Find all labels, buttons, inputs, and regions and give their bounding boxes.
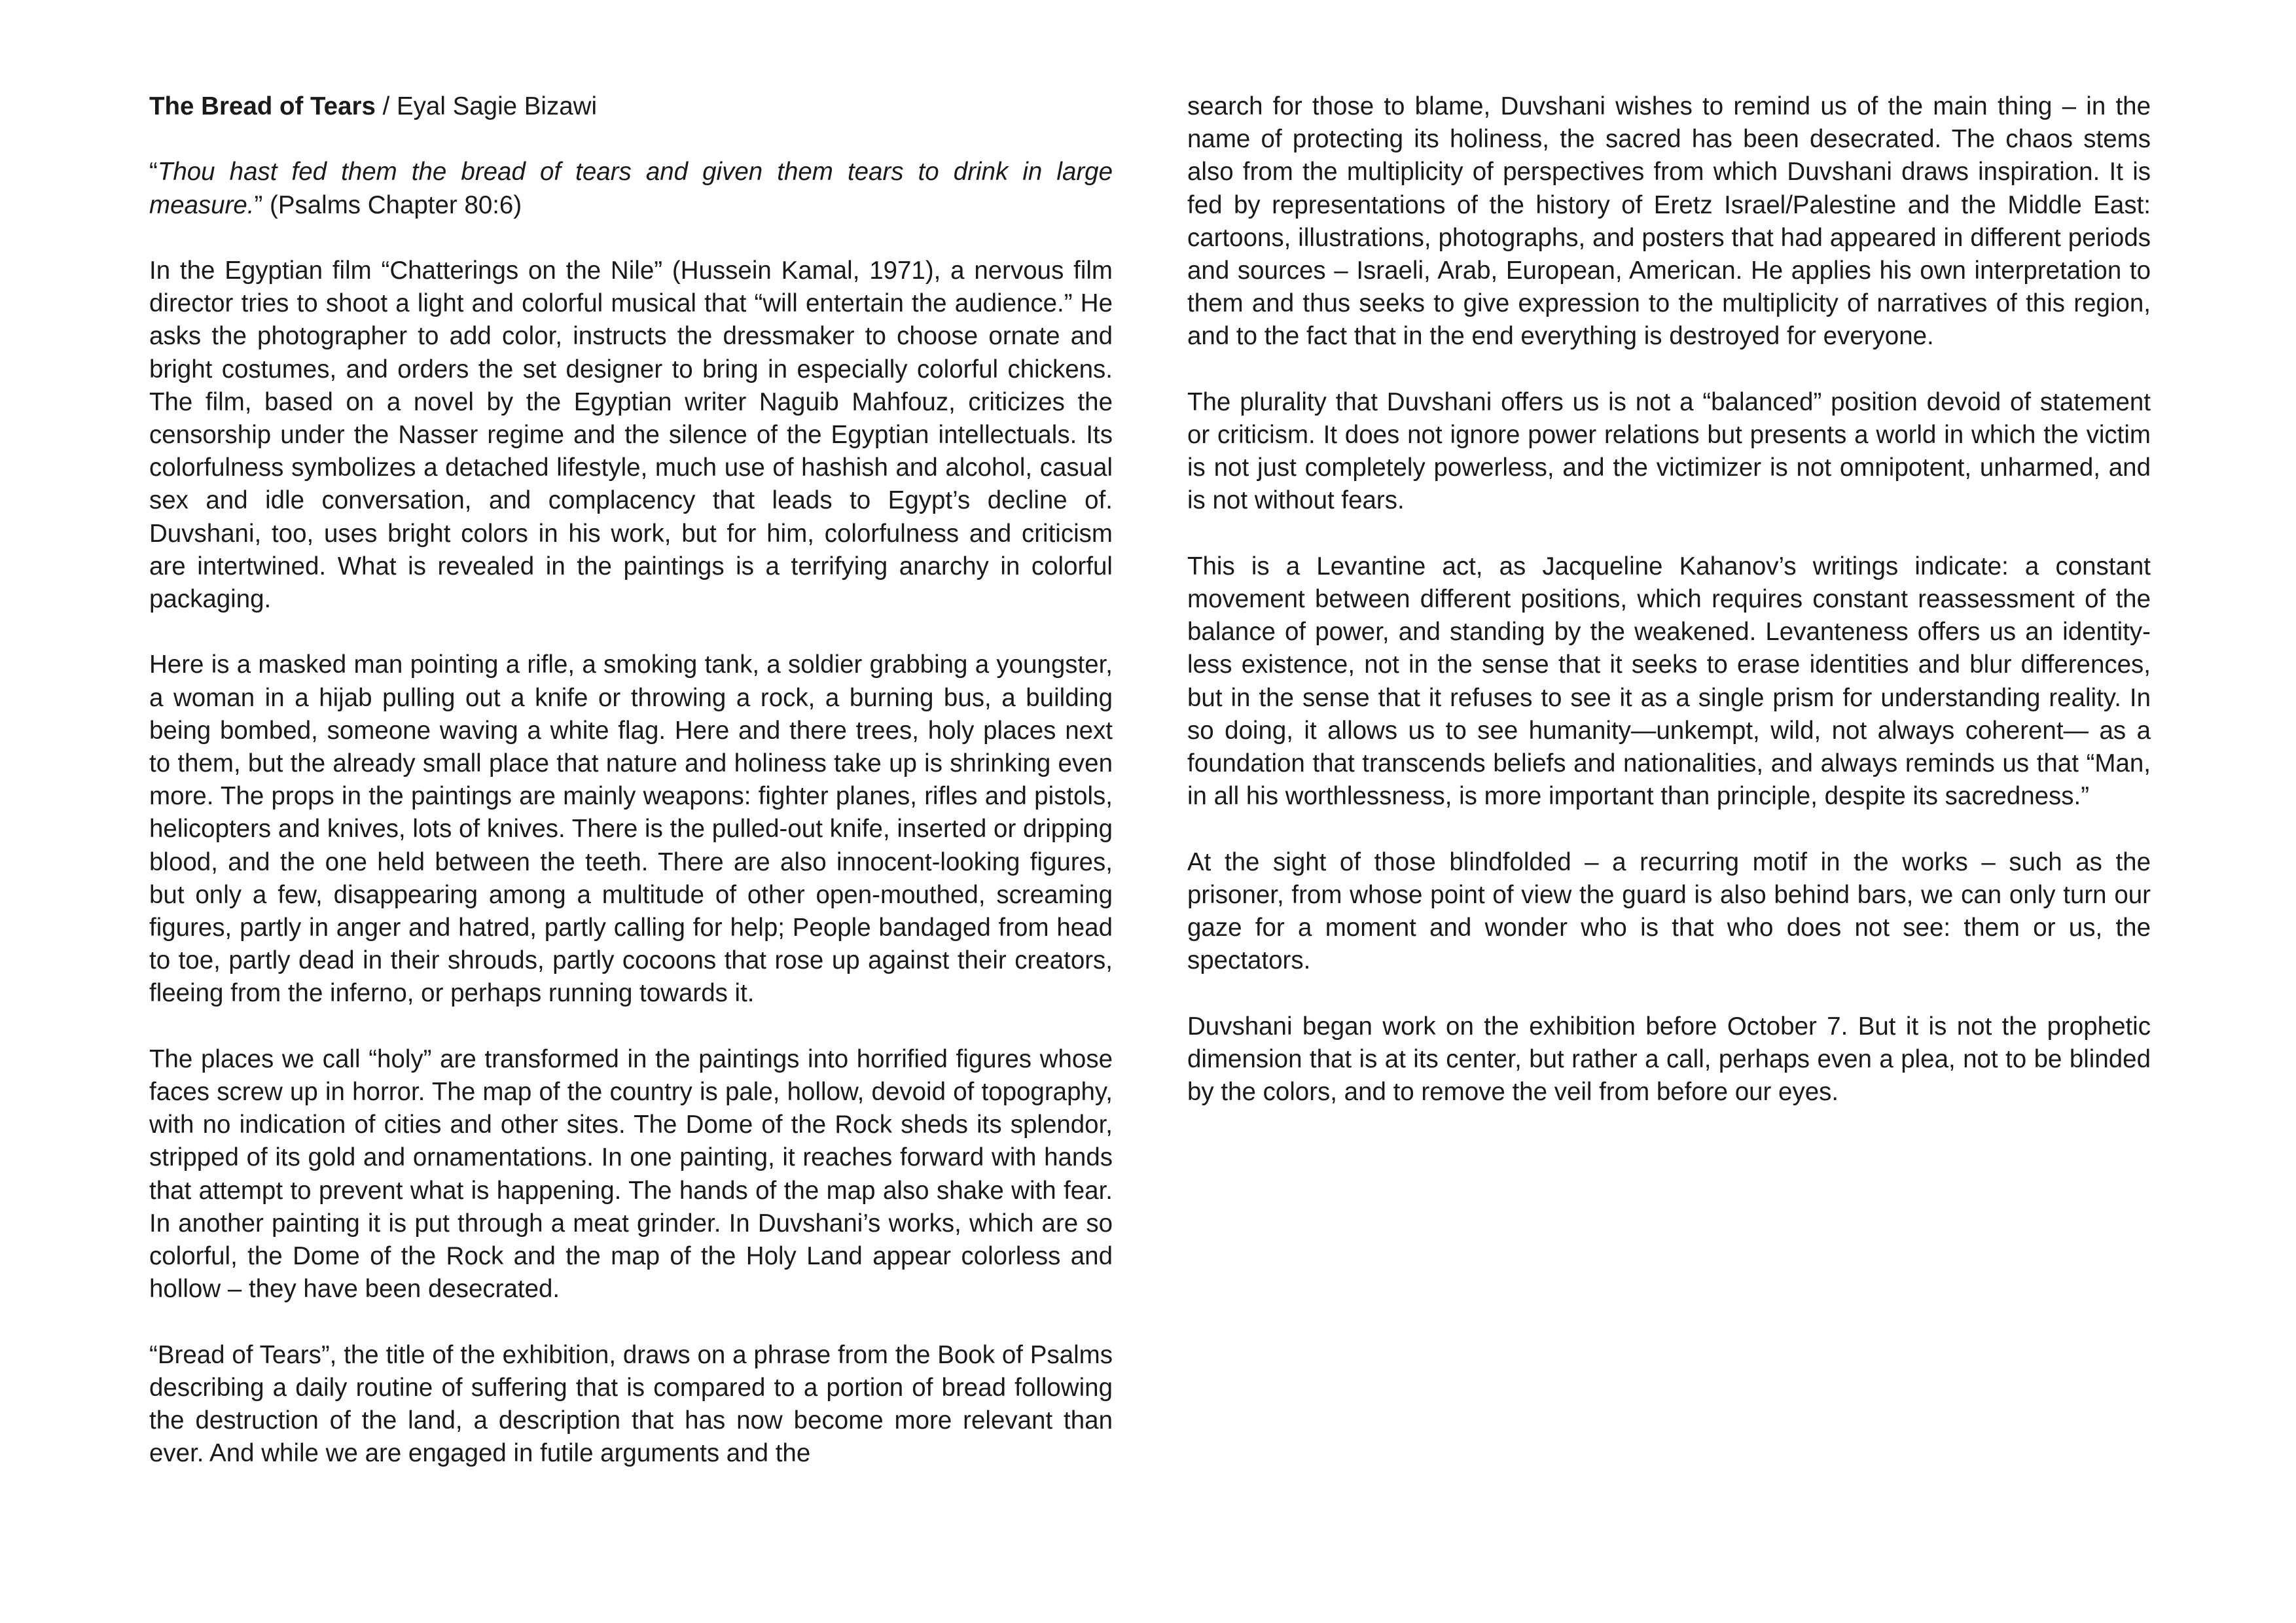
article-title: The Bread of Tears [149, 92, 376, 120]
right-text-column [1187, 90, 2151, 1141]
paragraph: The places we call “holy” are transformed in the paintings into horrified figures whose faces screw up in horror. The map of the country is pale, hollow, devoid of topography, with no indication of cities and other sites. The Dome of the Rock sheds its splendor, stripped of its gold and ornamentations. In one painting, it reaches forward with hands that attempt to prevent what is happening. The hands of the map also shake with fear. In another painting it is put through a meat grinder. In Duvshani’s works, which are so colorful, the Dome of the Rock and the map of the Holy Land appear colorless and hollow – they have been desecrated. [149, 1044, 1113, 1304]
article-author: Eyal Sagie Bizawi [396, 92, 597, 120]
title-separator: / [375, 92, 397, 120]
epigraph-quote: Thou hast fed them the bread of tears and given them tears to drink in large measure. [149, 158, 1113, 219]
paragraph: search for those to blame, Duvshani wishes to remind us of the main thing – in the name of protecting its holiness, the sacred has been desecrated. The chaos stems also from the multiplicity of perspectives from which Duvshani draws inspiration. It is fed by representations of the history of Eretz Israel/Palestine and the Middle East: cartoons, illustrations, photographs, and posters that had appeared in different periods and sources – Israeli, Arab, European, American. He applies his own interpretation to them and thus seeks to give expression to the multiplicity of narratives of this region, and to the fact that in the end everything is destroyed for everyone. [1187, 92, 2151, 351]
epigraph-open-quote: “ [149, 158, 158, 187]
epigraph-citation: ” (Psalms Chapter 80:6) [254, 190, 522, 219]
article-heading [149, 90, 1113, 123]
paragraph: This is a Levantine act, as Jacqueline Kahanov’s writings indicate: a constant movement between different positions, which requires constant reassessment of the balance of power, and standing by the weakened. Levanteness offers us an identity-less existence, not in the sense that it seeks to erase identities and blur differences, but in the sense that it refuses to see it as a single prism for understanding reality. In so doing, it allows us to see humanity—unkempt, wild, not always coherent— as a foundation that transcends beliefs and nationalities, and always reminds us that “Man, in all his worthlessness, is more important than principle, despite its sacredness.” [1187, 552, 2151, 811]
paragraph: Duvshani began work on the exhibition before October 7. But it is not the prophetic dimension that is at its center, but rather a call, perhaps even a plea, not to be blinded by the colors, and to remove the veil from before our eyes. [1187, 1012, 2151, 1107]
paragraph: “Bread of Tears”, the title of the exhibition, draws on a phrase from the Book of Psalms describing a daily routine of suffering that is compared to a portion of bread following the destruction of the land, a description that has now become more relevant than ever. And while we are engaged in futile arguments and the [149, 1340, 1113, 1468]
left-text-column [149, 90, 1113, 1503]
paragraph: The plurality that Duvshani offers us is not a “balanced” position devoid of statement or criticism. It does not ignore power relations but presents a world in which the victim is not just completely powerless, and the victimizer is not omnipotent, unharmed, and is not without fears. [1187, 387, 2151, 515]
epigraph [149, 156, 1113, 221]
paragraph: At the sight of those blindfolded – a recurring motif in the works – such as the prisoner, from whose point of view the guard is also behind bars, we can only turn our gaze for a moment and wonder who is that who does not see: them or us, the spectators. [1187, 847, 2151, 975]
paragraph: Here is a masked man pointing a rifle, a smoking tank, a soldier grabbing a youngster, a woman in a hijab pulling out a knife or throwing a rock, a burning bus, a building being bombed, someone waving a white flag. Here and there trees, holy places next to them, but the already small place that nature and holiness take up is shrinking even more. The props in the paintings are mainly weapons: fighter planes, rifles and pistols, helicopters and knives, lots of knives. There is the pulled-out knife, inserted or dripping blood, and the one held between the teeth. There are also innocent-looking figures, but only a few, disappearing among a multitude of other open-mouthed, screaming figures, partly in anger and hatred, partly calling for help; People bandaged from head to toe, partly dead in their shrouds, partly cocoons that rose up against their creators, fleeing from the inferno, or perhaps running towards it. [149, 651, 1113, 1008]
paragraph: In the Egyptian film “Chatterings on the Nile” (Hussein Kamal, 1971), a nervous film director tries to shoot a light and colorful musical that “will entertain the audience.” He asks the photographer to add color, instructs the dressmaker to choose ornate and bright costumes, and orders the set designer to bring in especially colorful chickens. The film, based on a novel by the Egyptian writer Naguib Mahfouz, criticizes the censorship under the Nasser regime and the silence of the Egyptian intellectuals. Its colorfulness symbolizes a detached lifestyle, much use of hashish and alcohol, casual sex and idle conversation, and complacency that leads to Egypt’s decline of. Duvshani, too, uses bright colors in his work, but for him, colorfulness and criticism are intertwined. What is revealed in the paintings is a terrifying anarchy in colorful packaging. [149, 256, 1113, 614]
